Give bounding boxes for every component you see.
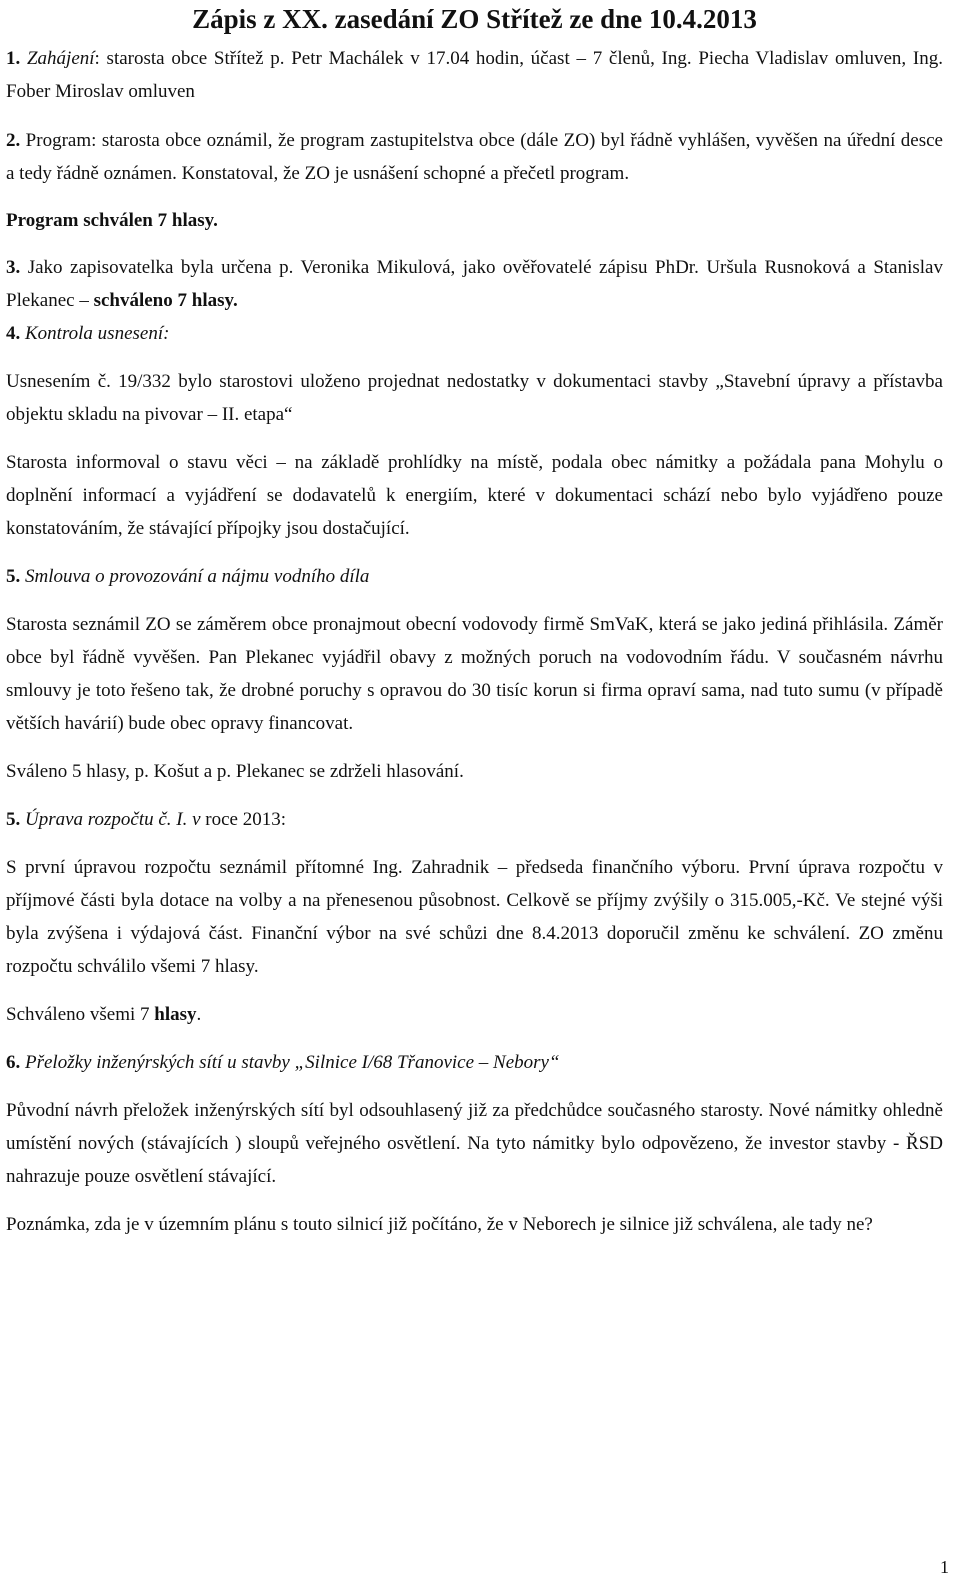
section-5b-vote-suffix: . [196, 1004, 202, 1025]
section-5b-vote-bold: hlasy [154, 1004, 197, 1025]
section-2 [6, 124, 943, 190]
section-4-paragraph-2: Starosta informoval o stavu věci – na základě prohlídky na místě, podala obec námitky a požádala pana Mohylu o doplnění informací a vyjádření se dodavatelů k energiím, které v dokumentaci schází nebo bylo vyjádřeno pouze konstatováním, že stávající přípojky jsou dostačující. [6, 452, 943, 539]
section-5a-heading-line [6, 560, 943, 593]
section-5b-vote [6, 998, 943, 1031]
section-4-heading: Kontrola usnesení: [20, 323, 170, 344]
section-5a-paragraph: Starosta seznámil ZO se záměrem obce pronajmout obecní vodovody firmě SmVaK, která se jako jediná přihlásila. Záměr obce byl řádně vyvěšen. Pan Plekanec vyjádřil obavy z možných poruch na vodovodním řádu. V současném návrhu smlouvy je toto řešeno tak, že drobné poruchy s opravou do 30 tisíc korun si firma opraví sama, nad tuto sumu (v případě větších havárií) bude obec opravy financovat. [6, 614, 943, 734]
section-5b-paragraph: S první úpravou rozpočtu seznámil přítomné Ing. Zahradnik – předseda finančního výboru. První úprava rozpočtu v příjmové části byla dotace na volby a na přenesenou působnost. Celkově se příjmy zvýšily o 315.005,-Kč. Ve stejné výši byla zvýšena i výdajová část. Finanční výbor na své schůzi dne 8.4.2013 doporučil změnu ke schválení. ZO změnu rozpočtu schválilo všemi 7 hlasy. [6, 857, 943, 977]
section-5b-number: 5. [6, 809, 21, 830]
section-6-paragraph-1: Původní návrh přeložek inženýrských sítí byl odsouhlasený již za předchůdce současného starosty. Nové námitky ohledně umístění nových (stávajících ) sloupů veřejného osvětlení. Na tyto námitky bylo odpovězeno, že investor stavby - ŘSD nahrazuje pouze osvětlení stávající. [6, 1100, 943, 1187]
section-3-text: Jako zapisovatelka byla určena p. Veronika Mikulová, jako ověřovatelé zápisu PhDr. Uršula Rusnoková a Stanislav Plekanec – [6, 257, 943, 311]
section-5a-heading: Smlouva o provozování a nájmu vodního díla [20, 566, 370, 587]
section-4-paragraph-1: Usnesením č. 19/332 bylo starostovi uloženo projednat nedostatky v dokumentaci stavby „Stavební úpravy a přístavba objektu skladu na pivovar – II. etapa“ [6, 371, 943, 425]
section-5b-heading: Úprava rozpočtu č. I. v [20, 809, 201, 830]
section-1-text: : starosta obce Střítež p. Petr Machálek v 17.04 hodin, účast – 7 členů, Ing. Piecha Vladislav omluven, Ing. Fober Miroslav omluven [6, 48, 943, 102]
section-4-number: 4. [6, 323, 21, 344]
section-5b-vote-prefix: Schváleno všemi 7 [6, 1004, 155, 1025]
section-4-heading-line [6, 317, 943, 350]
section-2-text: Program: starosta obce oznámil, že program zastupitelstva obce (dále ZO) byl řádně vyhlášen, vyvěšen na úřední desce a tedy řádně oznámen. Konstatoval, že ZO je usnášení schopné a přečetl program. [6, 130, 943, 184]
section-2-approved: Program schválen 7 hlasy. [6, 210, 218, 231]
page-number: 1 [940, 1557, 949, 1577]
section-6-heading: Přeložky inženýrských sítí u stavby „Silnice I/68 Třanovice – Nebory“ [20, 1052, 560, 1073]
section-6-paragraph-2: Poznámka, zda je v územním plánu s touto silnicí již počítáno, že v Neborech je silnice již schválena, ale tady ne? [6, 1214, 873, 1235]
section-1 [6, 42, 943, 108]
section-1-heading: Zahájení [26, 48, 95, 69]
section-5b-heading-line [6, 803, 943, 836]
document-title: Zápis z XX. zasedání ZO Střítež ze dne 10.4.2013 [192, 4, 757, 34]
section-3 [6, 251, 943, 317]
section-5a-vote: Sváleno 5 hlasy, p. Košut a p. Plekanec se zdrželi hlasování. [6, 761, 464, 782]
section-6-heading-line [6, 1046, 943, 1079]
section-1-number: 1. [6, 48, 21, 69]
section-2-number: 2. [6, 130, 21, 151]
document-page [6, 0, 943, 1241]
section-5a-number: 5. [6, 566, 21, 587]
section-3-approved: schváleno 7 hlasy. [93, 290, 238, 311]
section-6-number: 6. [6, 1052, 21, 1073]
section-3-number: 3. [6, 257, 21, 278]
section-5b-heading-rest: roce 2013: [200, 809, 287, 830]
